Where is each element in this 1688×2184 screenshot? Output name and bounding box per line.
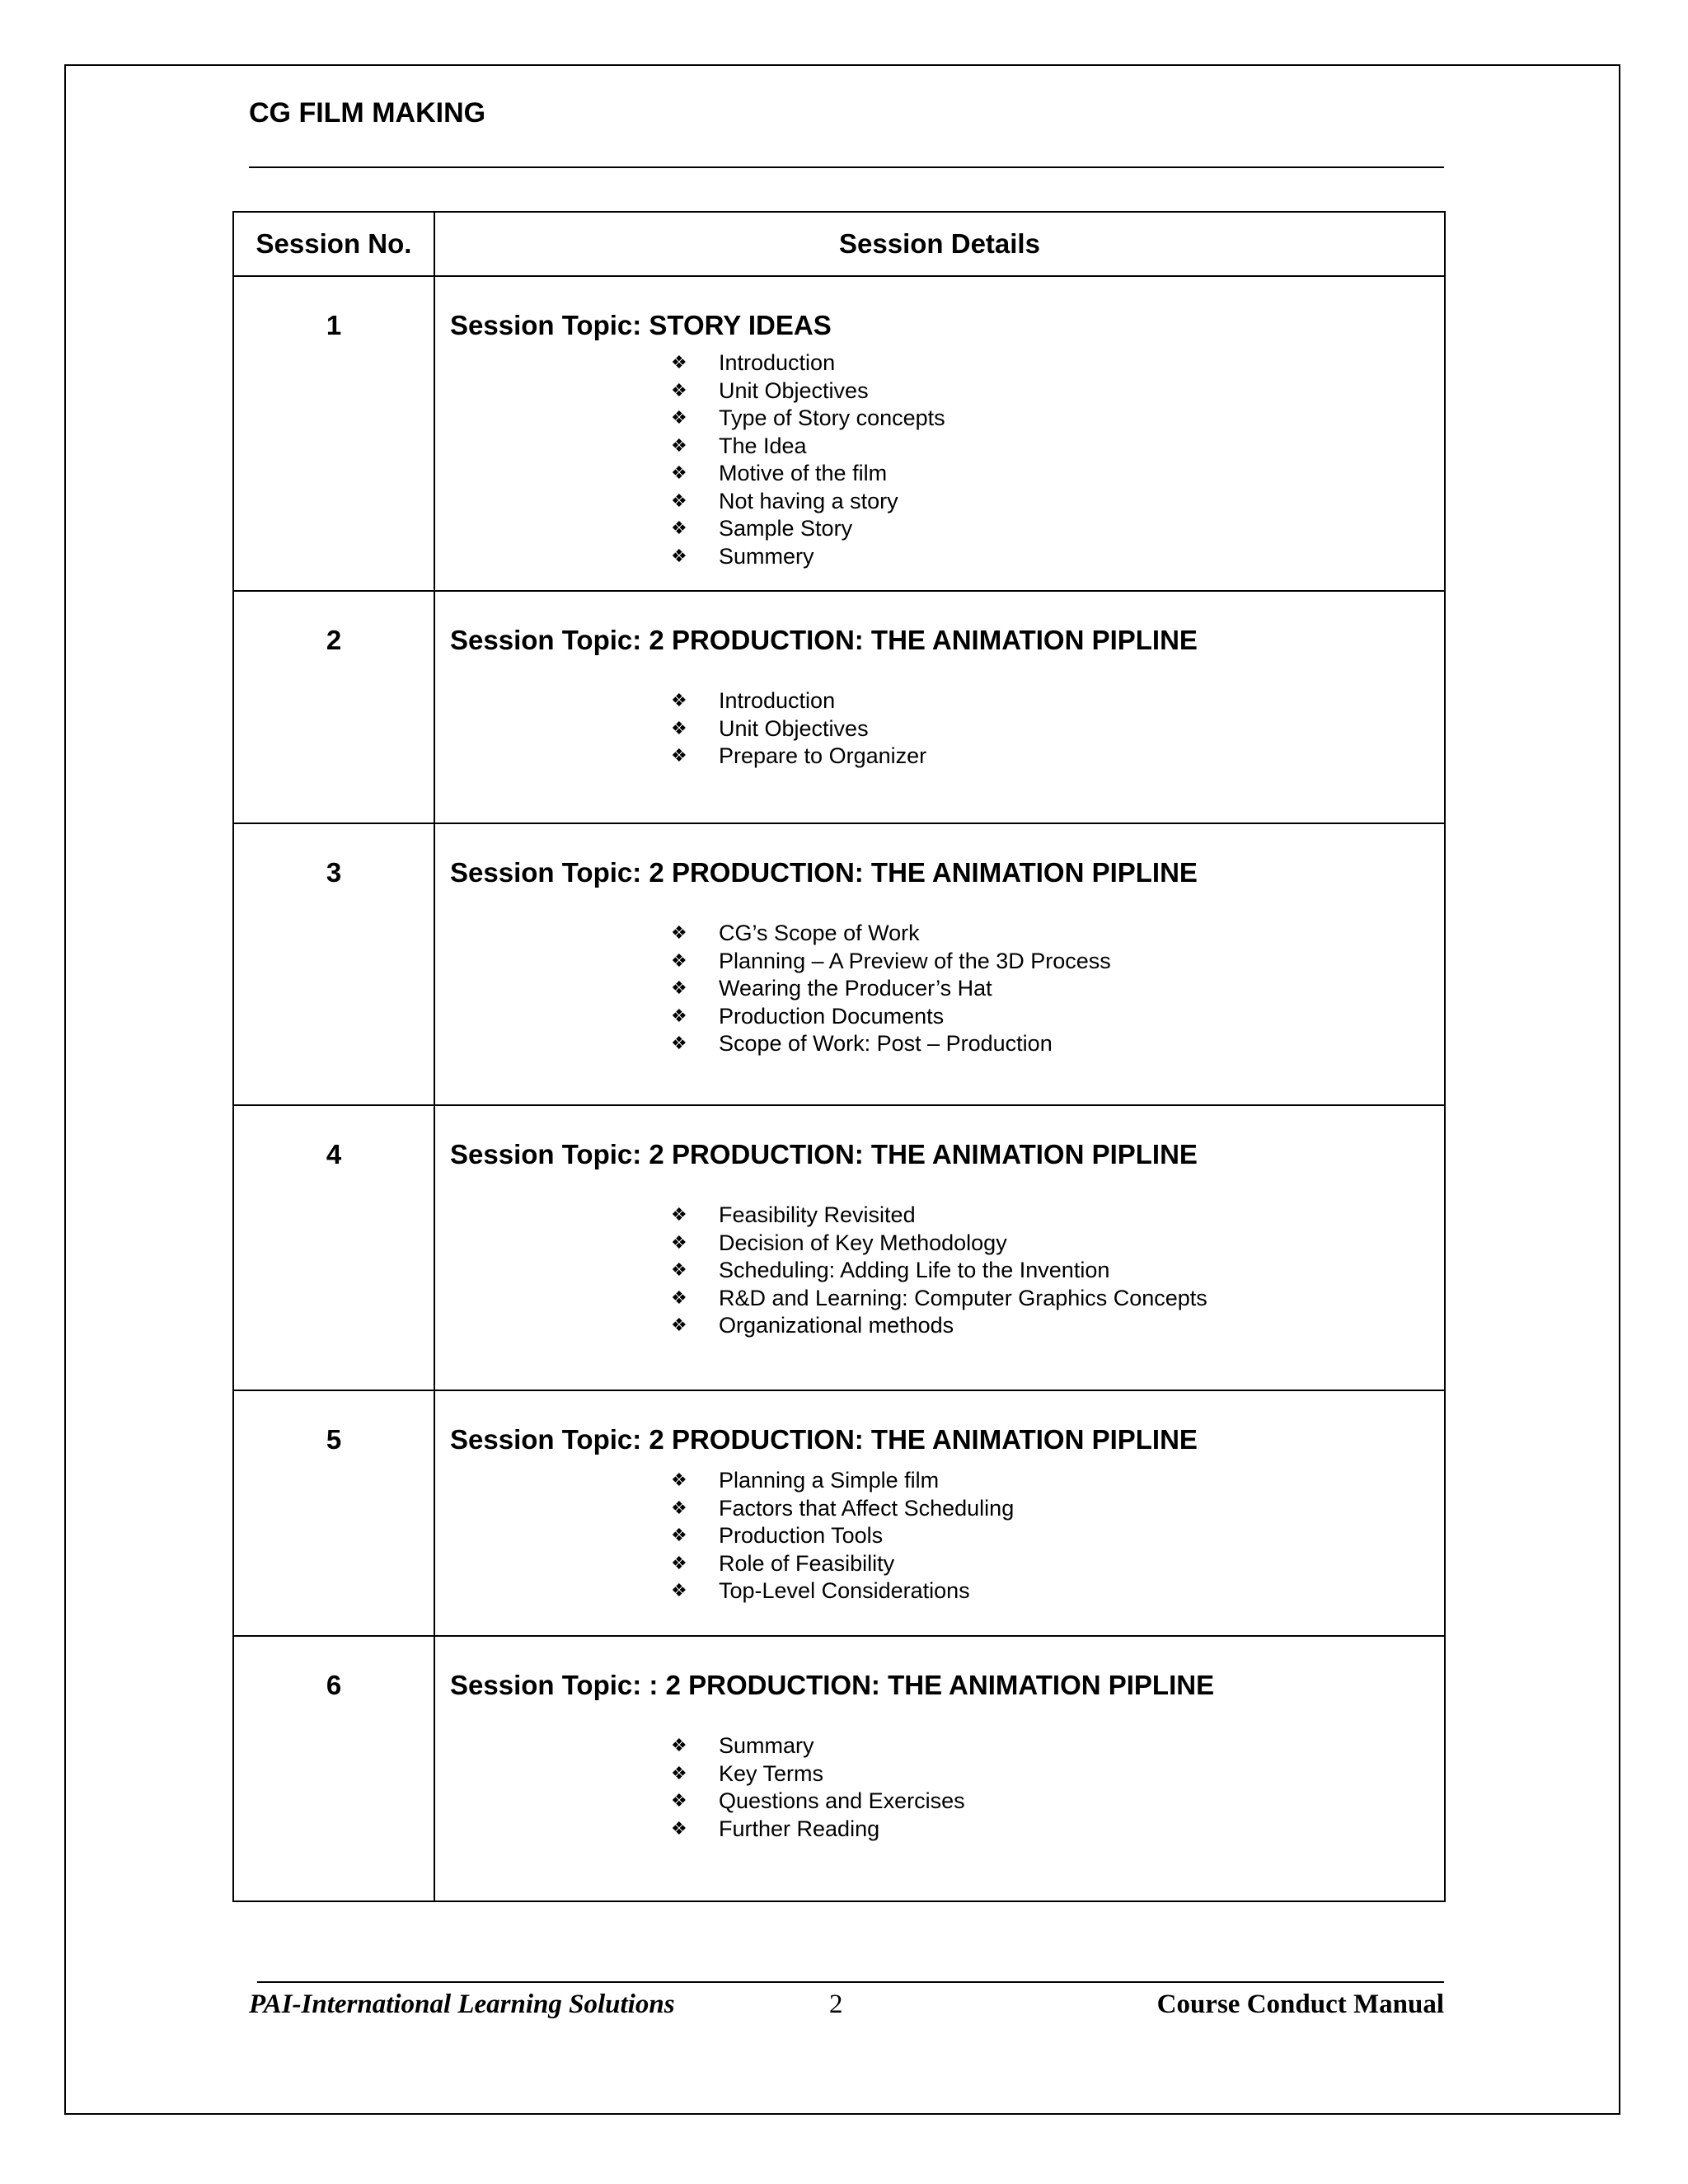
table-row bbox=[233, 823, 1445, 1105]
list-item bbox=[671, 405, 1444, 433]
session-number: 6 bbox=[326, 1670, 342, 1700]
diamond-bullet-icon: ❖ bbox=[671, 950, 687, 972]
list-item-text: Role of Feasibility bbox=[719, 1550, 895, 1576]
diamond-bullet-icon: ❖ bbox=[671, 463, 687, 484]
table-row bbox=[233, 1105, 1445, 1390]
list-item bbox=[671, 1760, 1444, 1788]
list-item-text: Feasibility Revisited bbox=[719, 1202, 916, 1227]
list-item-text: Motive of the film bbox=[719, 461, 888, 485]
list-item-text: CG’s Scope of Work bbox=[719, 921, 920, 945]
list-item bbox=[671, 1285, 1444, 1313]
diamond-bullet-icon: ❖ bbox=[671, 1260, 687, 1281]
session-topic: Session Topic: 2 PRODUCTION: THE ANIMATION PIPLINE bbox=[450, 1424, 1198, 1455]
diamond-bullet-icon: ❖ bbox=[671, 718, 687, 739]
session-number-cell bbox=[233, 1636, 434, 1901]
list-item-text: Unit Objectives bbox=[719, 715, 869, 741]
list-item bbox=[671, 488, 1444, 516]
session-number-cell bbox=[233, 591, 434, 823]
list-item bbox=[671, 460, 1444, 488]
diamond-bullet-icon: ❖ bbox=[671, 1736, 687, 1756]
diamond-bullet-icon: ❖ bbox=[671, 1553, 687, 1574]
list-item-text: Production Tools bbox=[719, 1523, 884, 1548]
list-item-text: Planning a Simple film bbox=[719, 1468, 940, 1493]
session-number-cell bbox=[233, 823, 434, 1105]
list-item-text: Decision of Key Methodology bbox=[719, 1230, 1007, 1255]
session-details-cell bbox=[434, 823, 1445, 1105]
column-header-session-details: Session Details bbox=[434, 212, 1445, 276]
list-item bbox=[671, 948, 1444, 976]
footer-organization: PAI-International Learning Solutions bbox=[249, 1990, 675, 2019]
diamond-bullet-icon: ❖ bbox=[671, 978, 687, 999]
diamond-bullet-icon: ❖ bbox=[671, 353, 687, 373]
diamond-bullet-icon: ❖ bbox=[671, 490, 687, 512]
session-number-cell bbox=[233, 276, 434, 591]
diamond-bullet-icon: ❖ bbox=[671, 1763, 687, 1784]
list-item-text: Key Terms bbox=[719, 1760, 824, 1786]
list-item bbox=[671, 1202, 1444, 1230]
list-item bbox=[671, 1550, 1444, 1578]
list-item-text: The Idea bbox=[719, 433, 807, 458]
diamond-bullet-icon: ❖ bbox=[671, 691, 687, 711]
session-item-list bbox=[450, 1455, 1444, 1605]
list-item bbox=[671, 1732, 1444, 1760]
footer-divider bbox=[257, 1981, 1444, 1983]
session-number: 1 bbox=[326, 310, 342, 340]
list-item-text: Unit Objectives bbox=[719, 377, 869, 403]
column-header-session-no: Session No. bbox=[233, 212, 434, 276]
list-item bbox=[671, 1257, 1444, 1285]
list-item-text: R&D and Learning: Computer Graphics Concepts bbox=[719, 1285, 1207, 1310]
list-item bbox=[671, 1495, 1444, 1523]
diamond-bullet-icon: ❖ bbox=[671, 1470, 687, 1491]
table-header-row bbox=[233, 212, 1445, 276]
session-item-list bbox=[450, 888, 1444, 1058]
table-row bbox=[233, 1390, 1445, 1636]
list-item bbox=[671, 1522, 1444, 1550]
list-item bbox=[671, 1312, 1444, 1340]
list-item-text: Not having a story bbox=[719, 488, 898, 513]
title-divider bbox=[249, 166, 1444, 168]
list-item bbox=[671, 715, 1444, 743]
diamond-bullet-icon: ❖ bbox=[671, 408, 687, 429]
table-row bbox=[233, 276, 1445, 591]
diamond-bullet-icon: ❖ bbox=[671, 1818, 687, 1840]
session-topic: Session Topic: 2 PRODUCTION: THE ANIMATION PIPLINE bbox=[450, 625, 1198, 655]
table-row bbox=[233, 1636, 1445, 1901]
session-details-cell bbox=[434, 1390, 1445, 1636]
table-row bbox=[233, 591, 1445, 823]
session-topic: Session Topic: : 2 PRODUCTION: THE ANIMATION PIPLINE bbox=[450, 1670, 1215, 1700]
list-item-text: Scope of Work: Post – Production bbox=[719, 1031, 1053, 1056]
list-item bbox=[671, 433, 1444, 461]
session-topic: Session Topic: STORY IDEAS bbox=[450, 310, 832, 340]
list-item-text: Factors that Affect Scheduling bbox=[719, 1495, 1015, 1521]
list-item-text: Top-Level Considerations bbox=[719, 1578, 970, 1603]
list-item bbox=[671, 377, 1444, 405]
list-item bbox=[671, 743, 1444, 771]
list-item-text: Production Documents bbox=[719, 1003, 945, 1029]
diamond-bullet-icon: ❖ bbox=[671, 1526, 687, 1546]
list-item bbox=[671, 1230, 1444, 1258]
diamond-bullet-icon: ❖ bbox=[671, 1315, 687, 1336]
session-number: 4 bbox=[326, 1139, 342, 1169]
diamond-bullet-icon: ❖ bbox=[671, 435, 687, 457]
list-item-text: Summery bbox=[719, 543, 814, 569]
list-item-text: Introduction bbox=[719, 688, 836, 713]
list-item-text: Questions and Exercises bbox=[719, 1788, 965, 1813]
session-item-list bbox=[450, 656, 1444, 771]
list-item bbox=[671, 1030, 1444, 1058]
list-item-text: Prepare to Organizer bbox=[719, 743, 927, 768]
footer-manual-title: Course Conduct Manual bbox=[1156, 1990, 1444, 2019]
list-item-text: Introduction bbox=[719, 350, 836, 375]
diamond-bullet-icon: ❖ bbox=[671, 1287, 687, 1309]
diamond-bullet-icon: ❖ bbox=[671, 923, 687, 944]
diamond-bullet-icon: ❖ bbox=[671, 746, 687, 766]
list-item-text: Planning – A Preview of the 3D Process bbox=[719, 948, 1111, 973]
session-rows bbox=[233, 276, 1445, 1901]
list-item bbox=[671, 687, 1444, 715]
session-item-list bbox=[450, 1701, 1444, 1843]
session-number: 3 bbox=[326, 857, 342, 888]
diamond-bullet-icon: ❖ bbox=[671, 1791, 687, 1811]
list-item bbox=[671, 349, 1444, 377]
diamond-bullet-icon: ❖ bbox=[671, 380, 687, 401]
list-item bbox=[671, 1003, 1444, 1031]
list-item bbox=[671, 543, 1444, 571]
footer-page-number: 2 bbox=[829, 1990, 843, 2019]
session-number-cell bbox=[233, 1105, 434, 1390]
session-item-list bbox=[450, 341, 1444, 570]
list-item bbox=[671, 1816, 1444, 1844]
diamond-bullet-icon: ❖ bbox=[671, 1033, 687, 1054]
session-table bbox=[232, 211, 1446, 1902]
session-details-cell bbox=[434, 1636, 1445, 1901]
session-number-cell bbox=[233, 1390, 434, 1636]
diamond-bullet-icon: ❖ bbox=[671, 518, 687, 539]
session-details-cell bbox=[434, 1105, 1445, 1390]
list-item-text: Organizational methods bbox=[719, 1313, 954, 1338]
session-details-cell bbox=[434, 591, 1445, 823]
list-item bbox=[671, 920, 1444, 948]
list-item-text: Sample Story bbox=[719, 516, 853, 541]
list-item bbox=[671, 515, 1444, 543]
session-number: 5 bbox=[326, 1424, 342, 1455]
list-item bbox=[671, 1577, 1444, 1605]
list-item bbox=[671, 1467, 1444, 1495]
list-item-text: Summary bbox=[719, 1733, 814, 1758]
document-title: CG FILM MAKING bbox=[249, 97, 486, 129]
list-item-text: Scheduling: Adding Life to the Invention bbox=[719, 1258, 1110, 1282]
session-number: 2 bbox=[326, 625, 342, 655]
list-item-text: Wearing the Producer’s Hat bbox=[719, 976, 992, 1001]
diamond-bullet-icon: ❖ bbox=[671, 1581, 687, 1601]
list-item bbox=[671, 975, 1444, 1003]
diamond-bullet-icon: ❖ bbox=[671, 1205, 687, 1226]
session-topic: Session Topic: 2 PRODUCTION: THE ANIMATION PIPLINE bbox=[450, 857, 1198, 888]
list-item-text: Type of Story concepts bbox=[719, 405, 945, 430]
list-item-text: Further Reading bbox=[719, 1816, 880, 1841]
diamond-bullet-icon: ❖ bbox=[671, 1005, 687, 1027]
session-topic: Session Topic: 2 PRODUCTION: THE ANIMATION PIPLINE bbox=[450, 1139, 1198, 1169]
diamond-bullet-icon: ❖ bbox=[671, 546, 687, 567]
diamond-bullet-icon: ❖ bbox=[671, 1497, 687, 1519]
list-item bbox=[671, 1788, 1444, 1816]
session-item-list bbox=[450, 1170, 1444, 1340]
session-details-cell bbox=[434, 276, 1445, 591]
diamond-bullet-icon: ❖ bbox=[671, 1232, 687, 1254]
